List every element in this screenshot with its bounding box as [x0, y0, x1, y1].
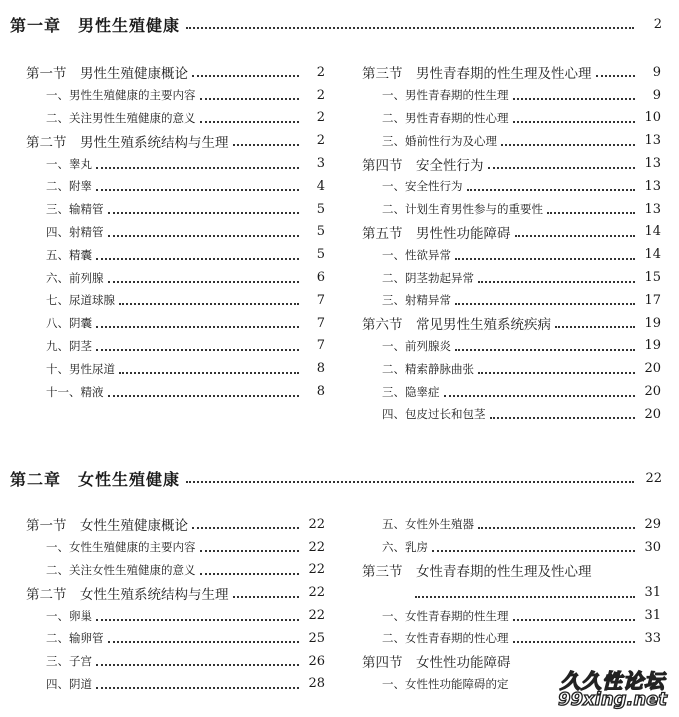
dot-leader [555, 326, 635, 328]
toc-entry-label: 第一节 女性生殖健康概论 [26, 518, 188, 535]
dot-leader [96, 167, 299, 169]
toc-entry-label: 十、男性尿道 [46, 361, 115, 376]
chapter-page-number: 2 [653, 16, 662, 32]
chapter-title: 第二章 女性生殖健康 [10, 469, 181, 489]
toc-subsection-entry [362, 266, 661, 289]
toc-page-number: 28 [308, 676, 325, 692]
toc-entry-label: 二、关注女性生殖健康的意义 [46, 562, 196, 577]
dot-leader [513, 641, 636, 643]
site-watermark-logo [521, 665, 671, 711]
toc-page-number: 22 [308, 516, 325, 532]
toc-subsection-entry [26, 243, 325, 266]
dot-leader [108, 212, 300, 214]
dot-leader [515, 235, 636, 237]
chapter2-left-column [26, 513, 325, 695]
toc-entry-label: 二、精索静脉曲张 [382, 361, 474, 376]
chapter-heading [10, 13, 662, 35]
toc-page-number: 22 [308, 539, 325, 555]
toc-entry-label: 第二节 男性生殖系统结构与生理 [26, 134, 229, 151]
toc-subsection-entry [26, 107, 325, 130]
toc-subsection-entry [362, 604, 661, 627]
toc-entry-label: 一、睾丸 [46, 156, 92, 171]
toc-subsection-entry [362, 513, 661, 536]
toc-page-number: 30 [644, 539, 661, 555]
toc-entry-label: 五、精囊 [46, 247, 92, 262]
toc-entry-label: 二、阴茎勃起异常 [382, 270, 474, 285]
watermark-text-bottom: 99xing.net [558, 689, 667, 710]
toc-page-number: 20 [644, 361, 661, 377]
toc-page-number: 9 [652, 64, 661, 80]
toc-subsection-entry [362, 380, 661, 403]
toc-entry-label: 二、输卵管 [46, 631, 104, 646]
toc-section-entry [26, 61, 325, 84]
toc-entry-label: 三、射精异常 [382, 293, 451, 308]
toc-page-number: 5 [316, 247, 325, 263]
toc-page-number: 19 [644, 338, 661, 354]
chapter1-right-column [362, 61, 661, 426]
toc-entry-label: 四、射精管 [46, 224, 104, 239]
toc-subsection-entry [362, 357, 661, 380]
dot-leader [513, 121, 636, 123]
dot-leader [513, 98, 636, 100]
dot-leader [455, 349, 635, 351]
toc-page-number: 22 [308, 608, 325, 624]
toc-page-number: 26 [308, 653, 325, 669]
toc-page-number: 13 [644, 178, 661, 194]
toc-subsection-entry [362, 627, 661, 650]
toc-page-number: 5 [316, 224, 325, 240]
toc-page-number: 2 [316, 64, 325, 80]
toc-section-entry [26, 129, 325, 152]
toc-page-number: 3 [316, 156, 325, 172]
toc-page-number: 20 [644, 406, 661, 422]
toc-page-number: 2 [316, 87, 325, 103]
toc-entry-label: 一、女性青春期的性生理 [382, 608, 509, 623]
toc-entry-label: 十一、精液 [46, 384, 104, 399]
toc-subsection-entry [362, 198, 661, 221]
toc-page-number: 20 [644, 384, 661, 400]
dot-leader [186, 27, 634, 29]
toc-entry-label: 第三节 男性青春期的性生理及性心理 [362, 66, 592, 83]
toc-entry-label: 二、男性青春期的性心理 [382, 110, 509, 125]
dot-leader [119, 372, 299, 374]
toc-page-number: 5 [316, 201, 325, 217]
toc-page-number: 8 [316, 384, 325, 400]
toc-subsection-entry [26, 357, 325, 380]
toc-entry-label: 第二节 女性生殖系统结构与生理 [26, 586, 229, 603]
toc-subsection-entry [362, 84, 661, 107]
toc-entry-label: 一、女性性功能障碍的定 [382, 676, 509, 691]
toc-page-number: 14 [644, 247, 661, 263]
dot-leader [96, 664, 299, 666]
toc-subsection-entry [26, 312, 325, 335]
chapter-heading [10, 467, 662, 489]
toc-entry-label: 五、女性外生殖器 [382, 517, 474, 532]
toc-entry-label: 四、包皮过长和包茎 [382, 407, 486, 422]
toc-subsection-entry [26, 266, 325, 289]
dot-leader [96, 258, 299, 260]
dot-leader [596, 75, 636, 77]
toc-page-number: 22 [308, 585, 325, 601]
toc-entry-label: 六、乳房 [382, 540, 428, 555]
toc-section-entry [362, 559, 661, 582]
toc-page-number: 13 [644, 156, 661, 172]
toc-page-number: 13 [644, 133, 661, 149]
dot-leader [233, 596, 300, 598]
toc-subsection-entry [362, 175, 661, 198]
dot-leader [432, 550, 635, 552]
dot-leader [478, 281, 635, 283]
dot-leader [200, 121, 300, 123]
dot-leader [192, 75, 299, 77]
toc-page-number: 14 [644, 224, 661, 240]
toc-entry-label: 二、计划生育男性参与的重要性 [382, 202, 543, 217]
dot-leader [96, 326, 299, 328]
toc-page-number: 9 [652, 87, 661, 103]
toc-subsection-entry [26, 84, 325, 107]
toc-section-entry [362, 152, 661, 175]
toc-page-number: 19 [644, 315, 661, 331]
dot-leader [501, 144, 635, 146]
toc-page-number: 4 [316, 178, 325, 194]
toc-entry-label: 三、输精管 [46, 202, 104, 217]
toc-entry-label: 第五节 男性性功能障碍 [362, 225, 511, 242]
dot-leader [415, 596, 635, 598]
toc-entry-label: 二、附睾 [46, 179, 92, 194]
toc-subsection-entry [26, 221, 325, 244]
toc-entry-label: 一、前列腺炎 [382, 338, 451, 353]
toc-subsection-entry [26, 627, 325, 650]
toc-entry-label: 八、阴囊 [46, 316, 92, 331]
toc-entry-label: 三、隐睾症 [382, 384, 440, 399]
dot-leader [478, 372, 635, 374]
toc-subsection-entry [26, 198, 325, 221]
toc-subsection-entry [26, 673, 325, 696]
toc-entry-label: 一、性欲异常 [382, 247, 451, 262]
chapter1-left-column [26, 61, 325, 403]
toc-page-number: 2 [316, 110, 325, 126]
toc-page-number: 7 [316, 338, 325, 354]
toc-entry-label: 二、女性青春期的性心理 [382, 631, 509, 646]
toc-page-number: 2 [316, 133, 325, 149]
toc-page-number: 7 [316, 315, 325, 331]
toc-subsection-entry [362, 403, 661, 426]
dot-leader [96, 349, 299, 351]
dot-leader [200, 550, 300, 552]
dot-leader [513, 619, 636, 621]
dot-leader [467, 189, 636, 191]
toc-page-number: 13 [644, 201, 661, 217]
toc-entry-label: 一、男性生殖健康的主要内容 [46, 88, 196, 103]
toc-page-number: 31 [644, 585, 661, 601]
toc-page-number: 6 [316, 270, 325, 286]
toc-entry-label: 第四节 女性性功能障碍 [362, 655, 511, 672]
dot-leader [108, 395, 300, 397]
toc-page-number: 31 [644, 608, 661, 624]
dot-leader [108, 281, 300, 283]
toc-entry-label: 四、阴道 [46, 676, 92, 691]
toc-subsection-entry [26, 380, 325, 403]
dot-leader [119, 303, 299, 305]
toc-page-number: 33 [644, 630, 661, 646]
dot-leader [547, 212, 635, 214]
dot-leader [455, 258, 635, 260]
toc-entry-label: 三、子宫 [46, 654, 92, 669]
toc-entry-label: 三、婚前性行为及心理 [382, 133, 497, 148]
toc-page-number: 29 [644, 516, 661, 532]
toc-entry-label: 二、关注男性生殖健康的意义 [46, 110, 196, 125]
watermark-text-top: 久久性论坛 [560, 669, 665, 693]
dot-leader [490, 417, 636, 419]
dot-leader [488, 167, 636, 169]
toc-section-entry [26, 581, 325, 604]
dot-leader [108, 641, 300, 643]
dot-leader [200, 573, 300, 575]
chapter-page-number: 22 [645, 470, 662, 486]
dot-leader [444, 395, 636, 397]
toc-entry-label: 一、男性青春期的性生理 [382, 88, 509, 103]
toc-page-number: 8 [316, 361, 325, 377]
toc-section-entry [362, 221, 661, 244]
toc-section-entry [362, 312, 661, 335]
toc-page-number: 17 [644, 292, 661, 308]
toc-subsection-entry [26, 289, 325, 312]
dot-leader [233, 144, 300, 146]
dot-leader [96, 687, 299, 689]
toc-subsection-entry [26, 536, 325, 559]
toc-subsection-entry [362, 107, 661, 130]
toc-entry-label: 第一节 男性生殖健康概论 [26, 66, 188, 83]
toc-entry-label: 第四节 安全性行为 [362, 157, 484, 174]
toc-section-entry [362, 61, 661, 84]
toc-continuation-line [362, 581, 661, 604]
toc-section-entry [26, 513, 325, 536]
toc-entry-label: 九、阴茎 [46, 338, 92, 353]
toc-entry-label: 第六节 常见男性生殖系统疾病 [362, 317, 551, 334]
dot-leader [96, 619, 299, 621]
toc-subsection-entry [26, 175, 325, 198]
toc-entry-label: 一、卵巢 [46, 608, 92, 623]
toc-entry-label: 六、前列腺 [46, 270, 104, 285]
dot-leader [108, 235, 300, 237]
toc-subsection-entry [362, 129, 661, 152]
toc-page-number: 10 [644, 110, 661, 126]
toc-subsection-entry [26, 335, 325, 358]
toc-subsection-entry [362, 335, 661, 358]
toc-subsection-entry [26, 650, 325, 673]
dot-leader [455, 303, 635, 305]
toc-subsection-entry [26, 604, 325, 627]
dot-leader [192, 527, 299, 529]
toc-page-number: 25 [308, 630, 325, 646]
toc-entry-label: 一、安全性行为 [382, 179, 463, 194]
toc-subsection-entry [26, 559, 325, 582]
toc-page-number: 7 [316, 292, 325, 308]
dot-leader [478, 527, 635, 529]
toc-subsection-entry [362, 243, 661, 266]
dot-leader [96, 189, 299, 191]
toc-subsection-entry [26, 152, 325, 175]
toc-entry-label: 一、女性生殖健康的主要内容 [46, 540, 196, 555]
toc-entry-label: 七、尿道球腺 [46, 293, 115, 308]
dot-leader [200, 98, 300, 100]
toc-page-number: 15 [644, 270, 661, 286]
toc-subsection-entry [362, 289, 661, 312]
toc-entry-label: 第三节 女性青春期的性生理及性心理 [362, 563, 592, 580]
chapter-title: 第一章 男性生殖健康 [10, 15, 181, 35]
toc-subsection-entry [362, 536, 661, 559]
toc-page-number: 22 [308, 562, 325, 578]
dot-leader [186, 481, 634, 483]
